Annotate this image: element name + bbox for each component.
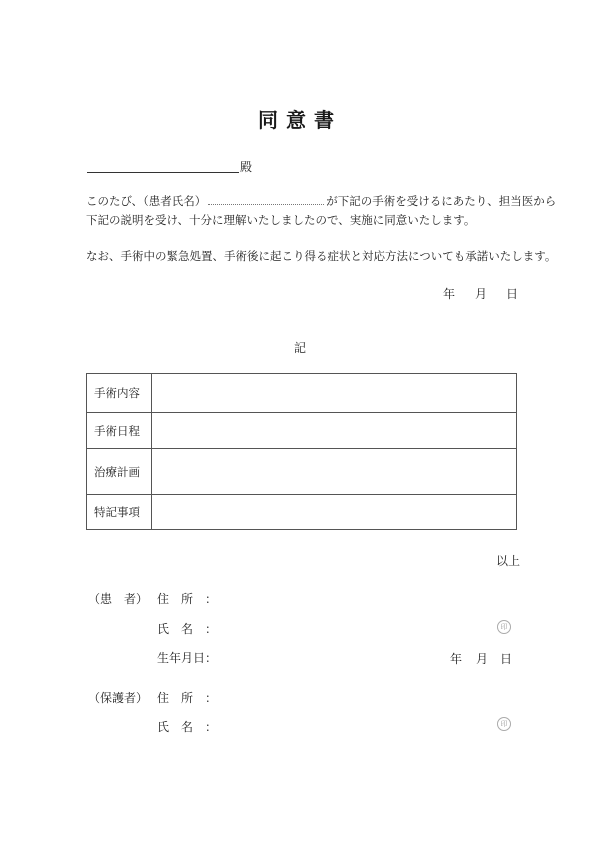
table-row <box>87 374 517 413</box>
birth-month: 月 <box>476 652 489 666</box>
row-label: 治療計画 <box>87 449 152 495</box>
table-row <box>87 495 517 530</box>
patient-name-label: （患者氏名） <box>143 194 207 208</box>
ki-heading: 記 <box>293 341 306 355</box>
date-year: 年 <box>443 287 456 301</box>
patient-birthdate-label: 生年月日： <box>157 651 218 665</box>
details-table <box>86 373 517 530</box>
row-label: 手術内容 <box>87 374 152 413</box>
paragraph-prefix: このたび、 <box>86 194 144 208</box>
patient-role-label: （患 者） <box>88 592 149 606</box>
row-value[interactable] <box>152 449 517 495</box>
patient-name-field[interactable] <box>208 194 324 205</box>
patient-seal-icon: 印 <box>497 620 511 634</box>
date-month: 月 <box>475 287 488 301</box>
consent-paragraph-2: なお、手術中の緊急処置、手術後に起こり得る症状と対応方法についても承諾いたします。 <box>86 249 557 263</box>
consent-paragraph-line1 <box>86 193 556 209</box>
row-value[interactable] <box>152 374 517 413</box>
row-label: 特記事項 <box>87 495 152 530</box>
birth-day: 日 <box>500 652 513 666</box>
table-row <box>87 449 517 495</box>
birth-year: 年 <box>450 652 463 666</box>
date-day: 日 <box>506 287 519 301</box>
document-title: 同意書 <box>258 108 342 132</box>
addressee-suffix: 殿 <box>240 160 253 174</box>
consent-paragraph-line2: 下記の説明を受け、十分に理解いたしましたので、実施に同意いたします。 <box>86 213 476 227</box>
guardian-role-label: （保護者） <box>88 691 149 705</box>
paragraph-line1-suffix: が下記の手術を受けるにあたり、担当医から <box>326 194 557 208</box>
addressee-line[interactable] <box>87 172 239 173</box>
table-row <box>87 413 517 449</box>
row-value[interactable] <box>152 495 517 530</box>
row-value[interactable] <box>152 413 517 449</box>
patient-address-label: 住 所 ： <box>157 592 218 606</box>
guardian-seal-icon: 印 <box>497 717 511 731</box>
row-label: 手術日程 <box>87 413 152 449</box>
patient-name-label: 氏 名 ： <box>157 622 218 636</box>
guardian-name-label: 氏 名 ： <box>157 720 218 734</box>
guardian-address-label: 住 所 ： <box>157 691 218 705</box>
closing-text: 以上 <box>496 554 521 568</box>
